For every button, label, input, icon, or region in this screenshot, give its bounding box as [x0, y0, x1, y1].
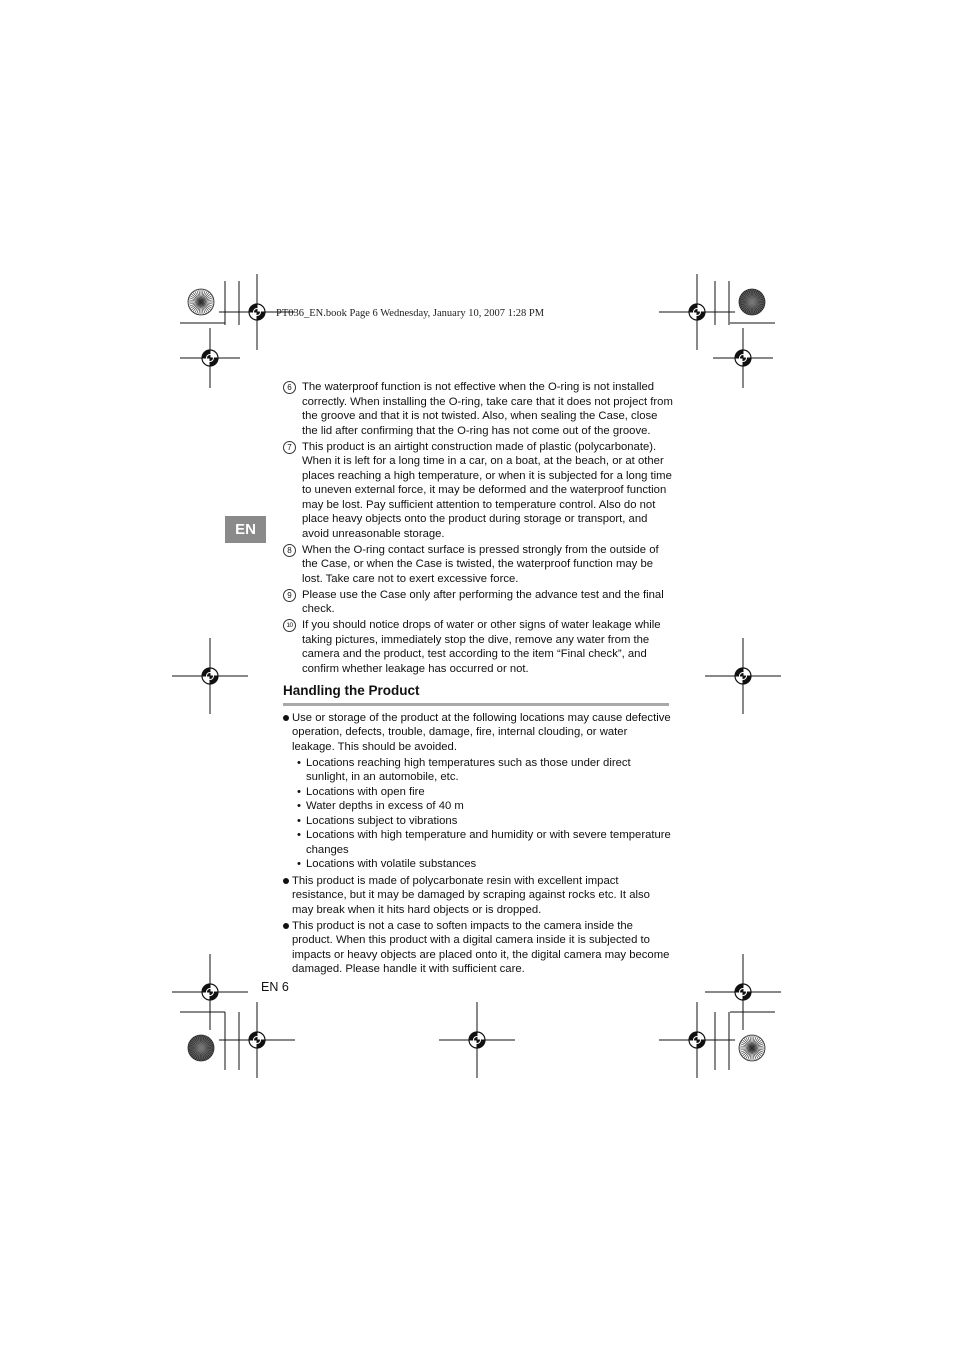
small-bullet-icon: • — [297, 829, 301, 841]
bullet-text: This product is made of polycarbonate resin with excellent impact resistance, but it may be damaged by scraping against rocks etc. It also may break when it hits hard objects or is dropped. — [292, 874, 650, 916]
registration-quadrant — [689, 1032, 697, 1040]
list-item-text: Locations with high temperature and humidity or with severe temperature changes — [306, 829, 671, 856]
registration-quadrant — [249, 304, 257, 312]
numbered-item — [283, 440, 673, 542]
registration-quadrant — [249, 1032, 257, 1040]
registration-quadrant — [257, 312, 265, 320]
circled-number-9: 9 — [283, 589, 296, 602]
numbered-item-text: This product is an airtight construction made of plastic (polycarbonate). When it is left for a long time in a car, on a boat, at the beach, or at other places reaching a high temperature, or when it is subjected for a long time to uneven external force, it may be deformed and the waterproof function may be lost. Pay sufficient attention to temperature control. Also do not place heavy objects onto the product during storage or transport, and avoid unreasonable storage. — [302, 440, 672, 540]
small-bullet-icon: • — [297, 858, 301, 870]
list-item — [297, 828, 673, 857]
bullet-dot-icon — [283, 715, 289, 721]
small-bullet-icon: • — [297, 800, 301, 812]
registration-quadrant — [210, 992, 218, 1000]
circled-number-10: 10 — [283, 619, 296, 632]
list-item-text: Locations with volatile substances — [306, 858, 477, 870]
circled-number-8: 8 — [283, 544, 296, 557]
registration-quadrant — [735, 668, 743, 676]
page-number: EN 6 — [261, 980, 289, 994]
list-item-text: Locations with open fire — [306, 785, 425, 798]
bullet-text: This product is not a case to soften impacts to the camera inside the product. When this product with a digital camera inside it is subjected to impacts or heavy objects are placed onto it, the digital camera may become damaged. Please handle it with sufficient care. — [292, 919, 670, 975]
registration-quadrant — [735, 984, 743, 992]
small-bullet-icon: • — [297, 756, 301, 769]
numbered-item — [283, 543, 673, 587]
numbered-item-text: Please use the Case only after performing the advance test and the final check. — [302, 588, 664, 615]
list-item-text: Locations subject to vibrations — [306, 814, 458, 827]
list-item — [297, 814, 673, 829]
registration-quadrant — [210, 358, 218, 366]
registration-quadrant — [743, 992, 751, 1000]
bullet-dot-icon — [283, 923, 289, 929]
list-item — [297, 799, 673, 814]
numbered-item-text: The waterproof function is not effective when the O-ring is not installed correctly. When installing the O-ring, take care that it does not project from the groove and that it is not twisted. Also, when sealing the Case, close the lid after confirming that the O-ring has not come out of the groove. — [302, 381, 673, 437]
bullet-item — [283, 919, 673, 977]
registration-quadrant — [202, 350, 210, 358]
registration-quadrant — [469, 1032, 477, 1040]
circled-number-7: 7 — [283, 441, 296, 454]
small-bullet-icon: • — [297, 785, 301, 798]
print-file-header: PT036_EN.book Page 6 Wednesday, January 10, 2007 1:28 PM — [276, 308, 545, 319]
language-tab: EN — [225, 516, 266, 543]
bullet-item — [283, 711, 673, 755]
registration-quadrant — [210, 676, 218, 684]
registration-quadrant — [257, 1040, 265, 1048]
numbered-item — [283, 588, 673, 617]
registration-quadrant — [743, 676, 751, 684]
list-item — [297, 785, 673, 800]
list-item — [297, 857, 673, 872]
section-heading: Handling the Product — [283, 684, 669, 706]
registration-quadrant — [202, 668, 210, 676]
numbered-item — [283, 618, 673, 676]
bullet-text: Use or storage of the product at the following locations may cause defective operation, defects, trouble, damage, fire, internal clouding, or water leakage. This should be avoided. — [292, 711, 671, 753]
circled-number-6: 6 — [283, 381, 296, 394]
registration-quadrant — [697, 312, 705, 320]
list-item — [297, 756, 673, 785]
registration-quadrant — [735, 350, 743, 358]
numbered-item-text: When the O-ring contact surface is pressed strongly from the outside of the Case, or when the Case is twisted, the waterproof function may be lost. Take care not to exert excessive force. — [302, 543, 659, 585]
registration-quadrant — [743, 358, 751, 366]
small-bullet-icon: • — [297, 814, 301, 827]
registration-quadrant — [202, 984, 210, 992]
numbered-item — [283, 380, 673, 438]
registration-quadrant — [697, 1040, 705, 1048]
bullet-item — [283, 874, 673, 918]
page-content — [283, 380, 673, 978]
registration-quadrant — [477, 1040, 485, 1048]
numbered-item-text: If you should notice drops of water or other signs of water leakage while taking pictures, immediately stop the dive, remove any water from the camera and the product, test according to the item “Final check”, and confirm whether leakage has occurred or not. — [302, 619, 661, 675]
list-item-text: Water depths in excess of 40 m — [306, 800, 464, 812]
registration-quadrant — [689, 304, 697, 312]
location-list — [283, 756, 673, 872]
bullet-dot-icon — [283, 878, 289, 884]
list-item-text: Locations reaching high temperatures such as those under direct sunlight, in an automobile, etc. — [306, 756, 631, 783]
